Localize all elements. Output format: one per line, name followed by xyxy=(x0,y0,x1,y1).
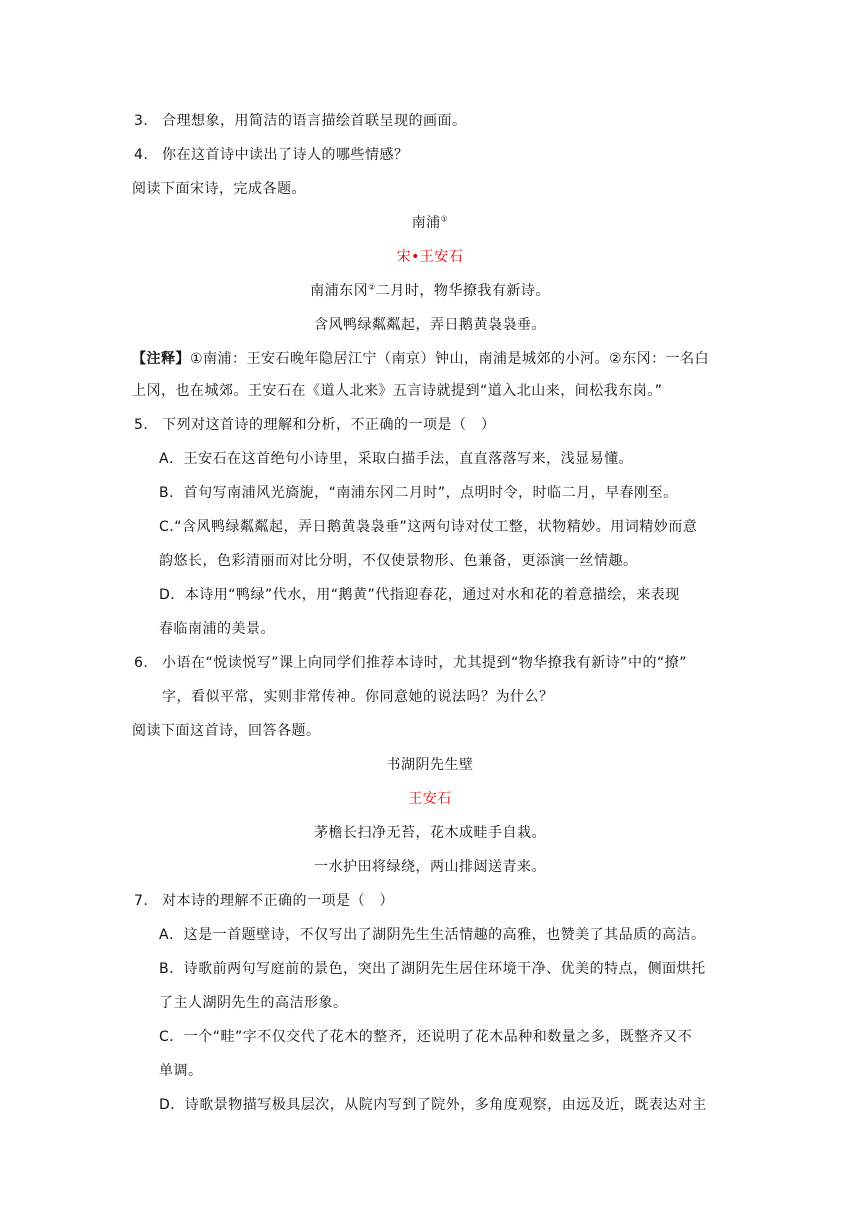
option-7d: D．诗歌景物描写极具层次，从院内写到了院外，多角度观察，由远及近，既表达对主 xyxy=(159,1097,707,1113)
option-5d-continued: 春临南浦的美景。 xyxy=(159,621,275,637)
footnote-marker: ① xyxy=(440,214,449,224)
instruction-poem2: 阅读下面这首诗，回答各题。 xyxy=(132,723,321,739)
poem1-note xyxy=(132,349,709,369)
poem-text: 南浦东冈 xyxy=(310,283,369,299)
question-number: 5. xyxy=(134,417,149,433)
option-7b-continued: 了主人湖阴先生的高洁形象。 xyxy=(159,995,348,1011)
question-3 xyxy=(134,111,467,131)
option-5c: C.“含风鸭绿粼粼起，弄日鹅黄袅袅垂”这两句诗对仗工整，状物精妙。用词精妙而意 xyxy=(159,519,698,535)
question-number: 3. xyxy=(134,113,149,129)
option-5c-continued: 韵悠长，色彩清丽而对比分明，不仅使景物形、色兼备，更添演一丝情趣。 xyxy=(159,553,638,569)
question-text: 对本诗的理解不正确的一项是（ ） xyxy=(162,893,394,909)
question-text: 下列对这首诗的理解和分析，不正确的一项是（ ） xyxy=(162,417,496,433)
option-7a: A．这是一首题壁诗，不仅写出了湖阴先生生活情趣的高雅，也赞美了其品质的高洁。 xyxy=(159,927,706,943)
option-5a: A．王安石在这首绝句小诗里，采取白描手法，直直落落写来，浅显易懂。 xyxy=(159,451,634,467)
poem2-title: 书湖阴先生壁 xyxy=(386,757,474,773)
question-number: 4. xyxy=(134,147,149,163)
poem2-line-1: 茅檐长扫净无苔，花木成畦手自栽。 xyxy=(314,825,546,841)
option-5b: B．首句写南浦风光旖旎，“南浦东冈二月时”，点明时令，时临二月，早春刚至。 xyxy=(159,485,678,501)
poem1-line-2: 含风鸭绿粼粼起，弄日鹅黄袅袅垂。 xyxy=(314,317,546,333)
question-6 xyxy=(134,653,687,673)
poem-title-text: 南浦 xyxy=(411,215,441,231)
poem1-title xyxy=(0,213,860,233)
question-7 xyxy=(134,891,394,911)
question-text: 小语在“悦读悦写”课上向同学们推荐本诗时，尤其提到“物华撩我有新诗”中的“撩” xyxy=(162,655,688,671)
poem-text: 二月时，物华撩我有新诗。 xyxy=(375,283,550,299)
option-7c-continued: 单调。 xyxy=(159,1063,203,1079)
question-6-continued: 字，看似平常，实则非常传神。你同意她的说法吗？为什么？ xyxy=(162,689,554,705)
footnote-marker: ② xyxy=(368,282,376,292)
option-7b: B．诗歌前两句写庭前的景色，突出了湖阴先生居住环境干净、优美的特点，侧面烘托 xyxy=(159,961,706,977)
poem1-line-1 xyxy=(0,281,860,301)
question-5 xyxy=(134,415,496,435)
note-text: ①南浦：王安石晚年隐居江宁（南京）钟山，南浦是城郊的小河。②东冈：一名白 xyxy=(190,351,710,367)
option-5d: D．本诗用“鸭绿”代水，用“鹅黄”代指迎春花，通过对水和花的着意描绘，来表现 xyxy=(159,587,680,603)
question-text: 合理想象，用简洁的语言描绘首联呈现的画面。 xyxy=(162,113,467,129)
question-4 xyxy=(134,145,409,165)
poem2-line-2: 一水护田将绿绕，两山排闼送青来。 xyxy=(314,859,546,875)
instruction-poem1: 阅读下面宋诗，完成各题。 xyxy=(132,181,306,197)
poem1-note-continued: 上冈，也在城郊。王安石在《道人北来》五言诗就提到“道入北山来，间松我东岗。” xyxy=(132,383,663,399)
option-7c: C．一个“畦”字不仅交代了花木的整齐，还说明了花木品种和数量之多，既整齐又不 xyxy=(159,1029,693,1045)
question-number: 7. xyxy=(134,893,149,909)
note-label: 【注释】 xyxy=(132,351,190,367)
question-text: 你在这首诗中读出了诗人的哪些情感？ xyxy=(162,147,409,163)
question-number: 6. xyxy=(134,655,149,671)
poem1-author: 宋•王安石 xyxy=(396,249,464,265)
poem2-author: 王安石 xyxy=(408,791,452,807)
